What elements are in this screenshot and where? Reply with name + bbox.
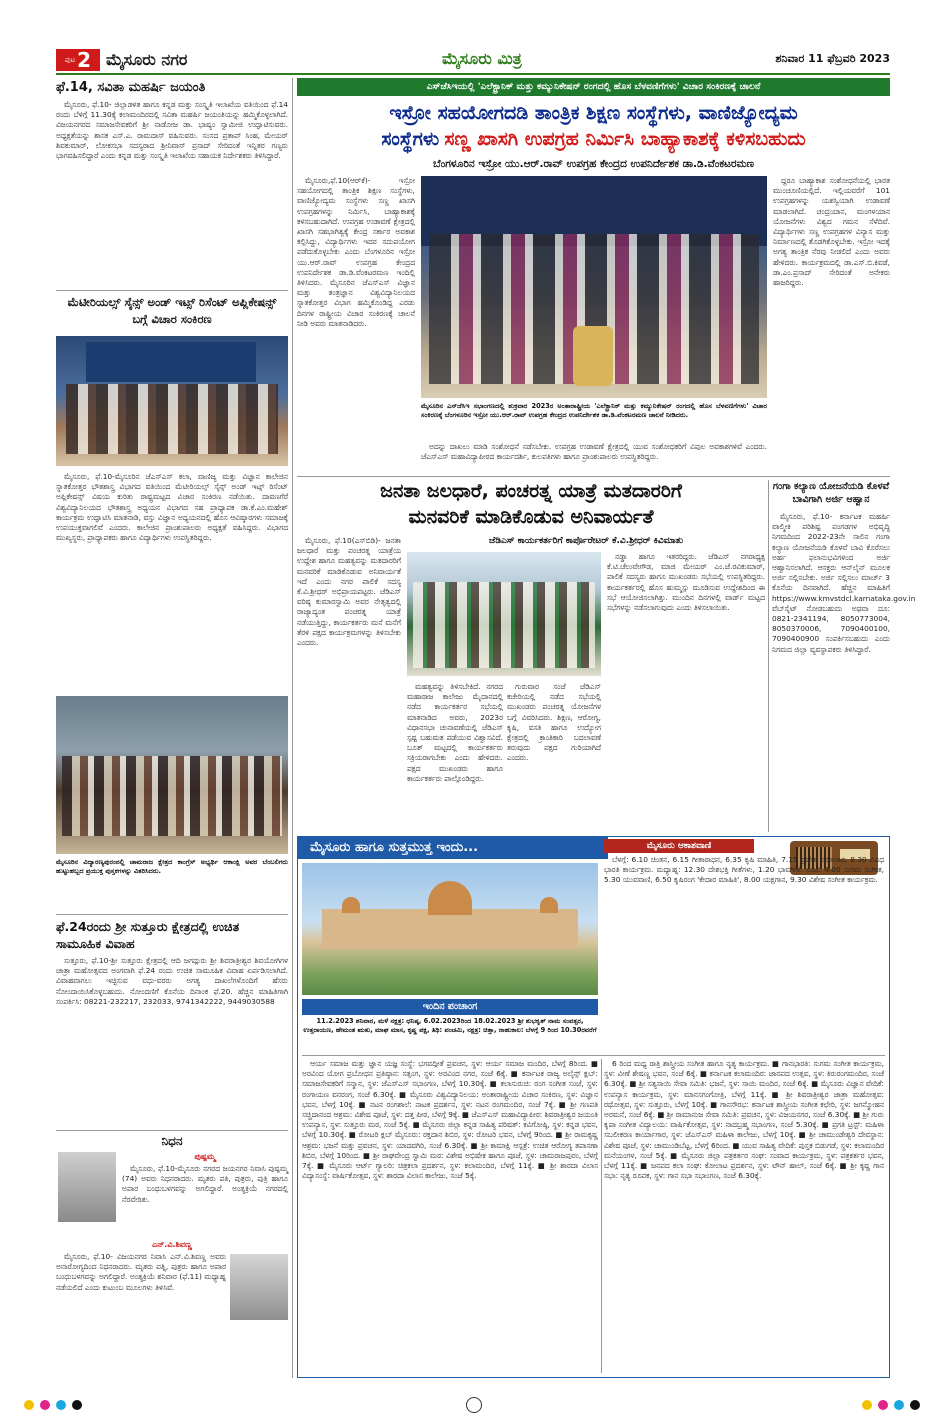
event-photo [56, 696, 288, 854]
seminar-photo [56, 336, 288, 466]
column-rule [292, 78, 293, 1378]
lead-headline-part: ಸಂಸ್ಥೆಗಳು [381, 128, 440, 150]
jds-body [407, 682, 503, 826]
story-body [56, 956, 288, 1126]
palace-dome [342, 897, 360, 913]
listings [604, 1059, 884, 1375]
obituary-body [122, 1164, 288, 1234]
page-label: ಪುಟ [64, 55, 76, 64]
registration-dot [72, 1400, 82, 1410]
lead-headline-part: ಸಣ್ಣ ಖಾಸಗಿ ಉಪಗ್ರಹ ನಿರ್ಮಿಸಿ ಬಾಹ್ಯಾಕಾಶಕ್ಕೆ ಕಳಿಸಬಹುದು [444, 128, 806, 150]
obituary-portrait [230, 1254, 288, 1320]
palace-dome [540, 897, 558, 913]
lead-subhead: ಬೆಂಗಳೂರಿನ ಇಸ್ರೋ ಯು.ಆರ್.ರಾವ್ ಉಪಗ್ರಹ ಕೇಂದ್ರದ ಉಪನಿರ್ದೇಶಕ ಡಾ.ಡಿ.ವೆಂಕಟರಮಣ [433, 158, 754, 170]
divider [56, 290, 288, 291]
lead-paragraph: ದ್ದರೂ ಬಾಹ್ಯಾಕಾಶ ಸಂಶೋಧನೆಯಲ್ಲಿ ಭಾರತ ಮುಂಚೂಣಿಯಲ್ಲಿದೆ. ಇಲ್ಲಿಯವರೆಗೆ 101 ಉಪಗ್ರಹಗಳನ್ನು ಯಶಸ್ವಿಯಾಗಿ ಉಡಾವಣೆ ಮಾಡಲಾಗಿದೆ. ಚಂದ್ರಯಾನ, ಮಂಗಳಯಾನ ಯೋಜನೆಗಳು ವಿಶ್ವದ ಗಮನ ಸೆಳೆದಿವೆ. ವಿದ್ಯಾರ್ಥಿಗಳು ಸಣ್ಣ ಉಪಗ್ರಹಗಳ ವಿನ್ಯಾಸ ಮತ್ತು ನಿರ್ಮಾಣದಲ್ಲಿ ತೊಡಗಿಕೊಳ್ಳಬೇಕು. ಇಸ್ರೋ ಇದಕ್ಕೆ ಅಗತ್ಯ ತಾಂತ್ರಿಕ ನೆರವು ನೀಡಲಿದೆ ಎಂದು ಅವರು ಹೇಳಿದರು. ಕಾರ್ಯಕ್ರಮದಲ್ಲಿ ಡಾ.ಎಸ್.ಬಿ.ಕಿವಡೆ, ಡಾ.ಎಂ.ಪ್ರಸಾದ್ ಸೇರಿದಂತೆ ಅನೇಕರು ಹಾಜರಿದ್ದರು. [773, 176, 890, 288]
story-headline: ಮೆಟೀರಿಯಲ್ಸ್ ಸೈನ್ಸ್ ಅಂಡ್ ಇಟ್ಸ್ ರಿಸೆಂಟ್ ಅಪ್ಲಿಕೇಷನ್ಸ್ ಬಗ್ಗೆ ವಿಚಾರ ಸಂಕಿರಣ [67, 295, 277, 326]
paper-name: ಮೈಸೂರು ಮಿತ್ರ [442, 49, 522, 68]
lead-paragraph: ಅದನ್ನು ದಾಖಲು ಮಾಡಿ ಸಂಶೋಧನೆ ನಡೆಸಬೇಕು. ಉಪಗ್ರಹ ಉಡಾವಣೆ ಕ್ಷೇತ್ರದಲ್ಲಿ ಯುವ ಸಂಶೋಧಕರಿಗೆ ವಿಪುಲ ಅವಕಾಶಗಳಿವೆ ಎಂದರು. ಜೆಎಸ್‌ಎಸ್ ಮಹಾವಿದ್ಯಾಪೀಠದ ಕಾರ್ಯದರ್ಶಿ, ಕುಲಪತಿಗಳು ಹಾಗೂ ಪ್ರಾಂಶುಪಾಲರು ಉಪಸ್ಥಿತರಿದ್ದರು. [421, 442, 767, 462]
masthead [56, 45, 890, 75]
people-group [62, 756, 282, 836]
registration-strip [0, 1395, 945, 1415]
masthead-rule [56, 73, 890, 75]
obituary-name: ಪುಷ್ಪಮ್ಮ [194, 1152, 216, 1161]
lead-paragraph: ಮೈಸೂರು,ಫೆ.10(ಆರ್‌ಕೆ)- ಇಸ್ರೋ ಸಹಯೋಗದಲ್ಲಿ ತಾಂತ್ರಿಕ ಶಿಕ್ಷಣ ಸಂಸ್ಥೆಗಳು, ವಾಣಿಜ್ಯೋದ್ಯಮ ಸಂಸ್ಥೆಗಳು ಸಣ್ಣ ಖಾಸಗಿ ಉಪಗ್ರಹಗಳನ್ನು ನಿರ್ಮಿಸಿ, ಬಾಹ್ಯಾಕಾಶಕ್ಕೆ ಕಳಿಸಬಹುದಾಗಿದೆ. ಉಪಗ್ರಹ ಉಡಾವಣೆ ಕ್ಷೇತ್ರದಲ್ಲಿ ಖಾಸಗಿ ಸಹಭಾಗಿತ್ವಕ್ಕೆ ಕೇಂದ್ರ ಸರ್ಕಾರ ಅವಕಾಶ ಕಲ್ಪಿಸಿದ್ದು, ವಿದ್ಯಾರ್ಥಿಗಳು ಇದರ ಸದುಪಯೋಗ ಪಡೆದುಕೊಳ್ಳಬೇಕು ಎಂದು ಬೆಂಗಳೂರಿನ ಇಸ್ರೋ ಯು.ಆರ್.ರಾವ್ ಉಪಗ್ರಹ ಕೇಂದ್ರದ ಉಪನಿರ್ದೇಶಕ ಡಾ.ಡಿ.ವೆಂಕಟರಮಣ ಇಂದಿಲ್ಲಿ ತಿಳಿಸಿದರು. ಮೈಸೂರಿನ ಜೆಎಸ್‌ಎಸ್ ವಿಜ್ಞಾನ ಮತ್ತು ತಂತ್ರಜ್ಞಾನ ವಿಶ್ವವಿದ್ಯಾನಿಲಯದ ಸ್ನಾತಕೋತ್ತರ ವಿಭಾಗ ಹಮ್ಮಿಕೊಂಡಿದ್ದ ಎರಡು ದಿನಗಳ ರಾಷ್ಟ್ರೀಯ ವಿಚಾರ ಸಂಕಿರಣಕ್ಕೆ ಚಾಲನೆ ನೀಡಿ ಅವರು ಮಾತನಾಡಿದರು. [297, 176, 415, 328]
registration-dot [24, 1400, 34, 1410]
registration-dot [910, 1400, 920, 1410]
jds-paragraph: ನಡ್ಡಾ ಹಾಗೂ ಇತರರಿದ್ದರು. ಜೆಡಿಎಸ್ ನಗರಾಧ್ಯಕ್ಷ ಕೆ.ಟಿ.ಚೆಲುವೇಗೌಡ, ಮಾಜಿ ಮೇಯರ್ ಎಂ.ಜೆ.ರವಿಕುಮಾರ್, ಪಾಲಿಕೆ ಸದಸ್ಯರು ಹಾಗೂ ಮುಖಂಡರು ಸಭೆಯಲ್ಲಿ ಉಪಸ್ಥಿತರಿದ್ದರು. ಕಾರ್ಯಕರ್ತರಲ್ಲಿ ಹೊಸ ಹುಮ್ಮಸ್ಸು ಮೂಡಿಸುವ ಉದ್ದೇಶದಿಂದ ಈ ಸಭೆ ಆಯೋಜಿಸಲಾಗಿತ್ತು. ಮುಂದಿನ ದಿನಗಳಲ್ಲಿ ವಾರ್ಡ್ ಮಟ್ಟದ ಸಭೆಗಳನ್ನು ನಡೆಸಲಾಗುವುದು ಎಂದು ತಿಳಿಸಲಾಯಿತು. [607, 552, 765, 613]
story-headline: ಫೆ.24ರಂದು ಶ್ರೀ ಸುತ್ತೂರು ಕ್ಷೇತ್ರದಲ್ಲಿ ಉಚಿತ ಸಾಮೂಹಿಕ ವಿವಾಹ [56, 919, 240, 951]
lamp-stand [573, 326, 613, 386]
jds-headline-line2: ಮನವರಿಕೆ ಮಾಡಿಕೊಡುವ ಅನಿವಾರ್ಯತೆ [408, 506, 654, 528]
section-title: ಮೈಸೂರು ನಗರ [106, 50, 188, 69]
photo-caption: ಮೈಸೂರಿನ ವಿದ್ಯಾರಣ್ಯಪುರಂನಲ್ಲಿ ಚಾಮರಾಜ ಕ್ಷೇತ್ರದ ಕಾಂಗ್ರೆಸ್ ಅಭ್ಯರ್ಥಿ ಆಕಾಂಕ್ಷಿ ಅವರ ಬೆಂಬಲಿಗರು ಹುಟ್ಟುಹಬ್ಬದ ಪ್ರಯುಕ್ತ ಪುಸ್ತಕಗಳನ್ನು ವಿತರಿಸಿದರು. [56, 858, 288, 875]
ganga-paragraph: ಮೈಸೂರು, ಫೆ.10- ಕರ್ನಾಟಕ ಮಹರ್ಷಿ ವಾಲ್ಮೀಕಿ ಪರಿಶಿಷ್ಟ ಪಂಗಡಗಳ ಅಭಿವೃದ್ಧಿ ನಿಗಮದಿಂದ 2022-23ನೇ ಸಾಲಿನ ಗಂಗಾ ಕಲ್ಯಾಣ ಯೋಜನೆಯಡಿ ಕೊಳವೆ ಬಾವಿ ಕೊರೆಸಲು ಅರ್ಹ ಫಲಾನುಭವಿಗಳಿಂದ ಅರ್ಜಿ ಆಹ್ವಾನಿಸಲಾಗಿದೆ. ಆಸಕ್ತರು ಆನ್‌ಲೈನ್ ಮೂಲಕ ಅರ್ಜಿ ಸಲ್ಲಿಸಬೇಕು. ಅರ್ಜಿ ಸಲ್ಲಿಸಲು ಮಾರ್ಚ್ 3 ಕೊನೆಯ ದಿನವಾಗಿದೆ. ಹೆಚ್ಚಿನ ಮಾಹಿತಿಗೆ https://www.kmvstdcl.karnataka.gov.in ವೆಬ್‌ಸೈಟ್ ನೋಡಬಹುದು ಅಥವಾ ದೂ: 0821-2341194, 8050773004, 8050370006, 7090400100, 7090400900 ಸಂಪರ್ಕಿಸಬಹುದು ಎಂದು ನಿಗಮದ ಜಿಲ್ಲಾ ವ್ಯವಸ್ಥಾಪಕರು ತಿಳಿಸಿದ್ದಾರೆ. [772, 512, 916, 654]
banner-graphic [86, 342, 256, 382]
registration-dot [56, 1400, 66, 1410]
column-rule [768, 480, 769, 832]
divider [56, 1130, 288, 1131]
jds-paragraph: ಗುರುವಾರ ಸಂಜೆ ಜೆಡಿಎಸ್ ಕಚೇರಿಯಲ್ಲಿ ನಡೆದ ಸಭೆಯಲ್ಲಿ ಮುಖಂಡರು ಪಂಚರತ್ನ ಯೋಜನೆಗಳ ಬಗ್ಗೆ ವಿವರಿಸಿದರು. ಶಿಕ್ಷಣ, ಆರೋಗ್ಯ, ಕೃಷಿ, ವಸತಿ ಹಾಗೂ ಉದ್ಯೋಗ ಕ್ಷೇತ್ರದಲ್ಲಿ ಕ್ರಾಂತಿಕಾರಿ ಬದಲಾವಣೆ ತರುವುದು ಪಕ್ಷದ ಗುರಿಯಾಗಿದೆ ಎಂದರು. [507, 682, 601, 763]
jds-photo [407, 552, 601, 676]
lead-kicker: ಎಸ್‌ಜೆಸಿಇಯಲ್ಲಿ 'ಎಲೆಕ್ಟ್ರಾನಿಕ್ ಮತ್ತು ಕಮ್ಯುನಿಕೇಷನ್ ರಂಗದಲ್ಲಿ ಹೊಸ ಬೆಳವಣಿಗೆಗಳು' ವಿಚಾರ ಸಂಕಿರಣಕ್ಕೆ ಚಾಲನೆ [297, 78, 890, 96]
palace-photo [302, 863, 598, 995]
divider [302, 1055, 885, 1056]
registration-crosshair [466, 1397, 482, 1413]
panchanga-title: ಇಂದಿನ ಪಂಚಾಂಗ [302, 999, 598, 1015]
ganga-body [772, 512, 916, 830]
jds-body [507, 682, 601, 826]
lead-story [297, 78, 890, 474]
lead-headline-line2 [297, 128, 890, 150]
obituary-body [56, 1252, 226, 1372]
page-number-box [56, 49, 100, 71]
left-column [56, 78, 288, 1378]
palace-facade [322, 909, 578, 949]
obituary-portrait [58, 1152, 116, 1222]
jds-headline-line1: ಜನತಾ ಜಲಧಾರೆ, ಪಂಚರತ್ನ ಯಾತ್ರೆ ಮತದಾರರಿಗೆ [380, 480, 682, 502]
lead-body [421, 442, 767, 474]
lead-body [297, 176, 415, 434]
people-group [66, 384, 278, 454]
obituary-paragraph: ಮೈಸೂರು, ಫೆ.10- ವಿಜಯನಗರ ನಿವಾಸಿ ಎನ್.ವಿ.ಶಿವಣ್ಣ ಅವರು ಅನಾರೋಗ್ಯದಿಂದ ನಿಧನರಾದರು. ಮೃತರು ಪತ್ನಿ, ಪುತ್ರರು ಹಾಗೂ ಅಪಾರ ಬಂಧುಬಳಗವನ್ನು ಅಗಲಿದ್ದಾರೆ. ಅಂತ್ಯಕ್ರಿಯೆ ಶನಿವಾರ (ಫೆ.11) ಮಧ್ಯಾಹ್ನ ನಡೆಯಲಿದೆ ಎಂದು ಕುಟುಂಬ ಮೂಲಗಳು ತಿಳಿಸಿವೆ. [56, 1252, 226, 1292]
today-banner: ಮೈಸೂರು ಹಾಗೂ ಸುತ್ತಮುತ್ತ ಇಂದು... [298, 837, 608, 859]
story-paragraph: ಮೈಸೂರು, ಫೆ.10- ಜಿಲ್ಲಾಡಳಿತ ಹಾಗೂ ಕನ್ನಡ ಮತ್ತು ಸಂಸ್ಕೃತಿ ಇಲಾಖೆಯ ವತಿಯಿಂದ ಫೆ.14 ರಂದು ಬೆಳಿಗ್ಗೆ 11.30ಕ್ಕೆ ಕಲಾಮಂದಿರದಲ್ಲಿ ಸವಿತಾ ಮಹರ್ಷಿ ಜಯಂತಿಯನ್ನು ಹಮ್ಮಿಕೊಳ್ಳಲಾಗಿದೆ. ವಿಜಯನಗರದ ಸಮಾಜಸೇವಕರಿಗೆ ಶ್ರೀ ನಾಡೋಜ ಡಾ. ಭಾಷ್ಯಂ ಸ್ವಾಮೀಜಿ ಉದ್ಘಾಟಿಸುವರು. ಅಧ್ಯಕ್ಷತೆಯನ್ನು ಶಾಸಕ ಎಸ್.ಎ. ರಾಮದಾಸ್ ವಹಿಸುವರು. ಸಂಸದ ಪ್ರತಾಪ್ ಸಿಂಹ, ಮೇಯರ್ ಶಿವಕುಮಾರ್, ಲೋಕಸಭಾ ಸದಸ್ಯರಾದ ಶ್ರೀನಿವಾಸ್ ಪ್ರಸಾದ್ ಸೇರಿದಂತೆ ಇನ್ನಿತರ ಗಣ್ಯರು ಭಾಗವಹಿಸಲಿದ್ದಾರೆ ಎಂದು ಕನ್ನಡ ಮತ್ತು ಸಂಸ್ಕೃತಿ ಇಲಾಖೆಯ ಸಹಾಯಕ ನಿರ್ದೇಶಕರು ತಿಳಿಸಿದ್ದಾರೆ. [56, 100, 288, 161]
registration-dot [878, 1400, 888, 1410]
jds-body [607, 552, 765, 826]
listings-paragraph: 6 ರಿಂದ ಮಧ್ಯ ರಾತ್ರಿ ಶಾಸ್ತ್ರೀಯ ಸಂಗೀತ ಹಾಗೂ ನೃತ್ಯ ಕಾರ್ಯಕ್ರಮ. ■ ಗಾನಭಾರತಿ: ಸುಗಮ ಸಂಗೀತ ಕಾರ್ಯಕ್ರಮ, ಸ್ಥಳ: ವೀಣೆ ಶೇಷಣ್ಣ ಭವನ, ಸಂಜೆ 6ಕ್ಕೆ. ■ ಕರ್ನಾಟಕ ಕಲಾಮಂದಿರ: ಜಾನಪದ ಉತ್ಸವ, ಸ್ಥಳ: ಕಿರುರಂಗಮಂದಿರ, ಸಂಜೆ 6.30ಕ್ಕೆ. ■ ಶ್ರೀ ಸತ್ಯಸಾಯಿ ಸೇವಾ ಸಮಿತಿ: ಭಜನೆ, ಸ್ಥಳ: ಸಾಯಿ ಮಂದಿರ, ಸಂಜೆ 6ಕ್ಕೆ. ■ ಮೈಸೂರು ವಿಜ್ಞಾನ ವೇದಿಕೆ: ಉಪನ್ಯಾಸ ಕಾರ್ಯಕ್ರಮ, ಸ್ಥಳ: ಮಾನಸಗಂಗೋತ್ರಿ, ಬೆಳಗ್ಗೆ 11ಕ್ಕೆ. ■ ಶ್ರೀ ಶಿವರಾತ್ರೀಶ್ವರ ಜಾತ್ರಾ ಮಹೋತ್ಸವ: ರಥೋತ್ಸವ, ಸ್ಥಳ: ಸುತ್ತೂರು, ಬೆಳಗ್ಗೆ 10ಕ್ಕೆ. ■ ಗಾನಸೌರಭ: ಕರ್ನಾಟಕ ಶಾಸ್ತ್ರೀಯ ಸಂಗೀತ ಕಛೇರಿ, ಸ್ಥಳ: ಜಗನ್ಮೋಹನ ಅರಮನೆ, ಸಂಜೆ 6ಕ್ಕೆ. ■ ಶ್ರೀ ರಾಮಾನುಜ ಸೇವಾ ಸಮಿತಿ: ಪ್ರವಚನ, ಸ್ಥಳ: ವಿಜಯನಗರ, ಸಂಜೆ 6.30ಕ್ಕೆ. ■ ಶ್ರೀ ಗುರು ಕೃಪಾ ಸಂಗೀತ ವಿದ್ಯಾಲಯ: ವಾರ್ಷಿಕೋತ್ಸವ, ಸ್ಥಳ: ನಾದಬ್ರಹ್ಮ ಸಭಾಂಗಣ, ಸಂಜೆ 5.30ಕ್ಕೆ. ■ ಪ್ರಗತಿ ಟ್ರಸ್ಟ್: ಮಹಿಳಾ ಸಬಲೀಕರಣ ಕಾರ್ಯಾಗಾರ, ಸ್ಥಳ: ಜೆಎಸ್‌ಎಸ್ ಮಹಿಳಾ ಕಾಲೇಜು, ಬೆಳಗ್ಗೆ 10ಕ್ಕೆ. ■ ಶ್ರೀ ಚಾಮುಂಡೇಶ್ವರಿ ದೇವಸ್ಥಾನ: ವಿಶೇಷ ಪೂಜೆ, ಸ್ಥಳ: ಚಾಮುಂಡಿಬೆಟ್ಟ, ಬೆಳಗ್ಗೆ 6ರಿಂದ. ■ ಯುವ ಸಾಹಿತ್ಯ ವೇದಿಕೆ: ಪುಸ್ತಕ ಬಿಡುಗಡೆ, ಸ್ಥಳ: ಕಲಾಮಂದಿರ ಮನೆಯಂಗಳ, ಸಂಜೆ 5ಕ್ಕೆ. ■ ಮೈಸೂರು ಜಿಲ್ಲಾ ಪತ್ರಕರ್ತರ ಸಂಘ: ಸಂವಾದ ಕಾರ್ಯಕ್ರಮ, ಸ್ಥಳ: ಪತ್ರಕರ್ತರ ಭವನ, ಬೆಳಗ್ಗೆ 11ಕ್ಕೆ. ■ ಜನಪದ ಕಲಾ ಸಂಘ: ಕೋಲಾಟ ಪ್ರದರ್ಶನ, ಸ್ಥಳ: ಟೌನ್ ಹಾಲ್, ಸಂಜೆ 6ಕ್ಕೆ. ■ ಶ್ರೀ ಕೃಷ್ಣ ಗಾನ ಸಭಾ: ನೃತ್ಯ ರೂಪಕ, ಸ್ಥಳ: ಗಾನ ಸಭಾ ಸಭಾಂಗಣ, ಸಂಜೆ 6.30ಕ್ಕೆ. [604, 1059, 884, 1181]
obituary-name: ಎನ್.ವಿ.ಶಿವಣ್ಣ [152, 1240, 192, 1249]
story-paragraph: ಸುತ್ತೂರು, ಫೆ.10-ಶ್ರೀ ಸುತ್ತೂರು ಕ್ಷೇತ್ರದಲ್ಲಿ ಆದಿ ಜಗದ್ಗುರು ಶ್ರೀ ಶಿವರಾತ್ರೀಶ್ವರ ಶಿವಯೋಗಿಗಳ ಜಾತ್ರಾ ಮಹೋತ್ಸವದ ಅಂಗವಾಗಿ ಫೆ.24 ರಂದು ಉಚಿತ ಸಾಮೂಹಿಕ ವಿವಾಹ ಏರ್ಪಡಿಸಲಾಗಿದೆ. ವಿವಾಹವಾಗಲು ಇಚ್ಛಿಸುವ ವಧು-ವರರು ಅಗತ್ಯ ದಾಖಲೆಗಳೊಂದಿಗೆ ಹೆಸರು ನೋಂದಾಯಿಸಿಕೊಳ್ಳಬಹುದು. ನೋಂದಣಿಗೆ ಕೊನೆಯ ದಿನಾಂಕ ಫೆ.20. ಹೆಚ್ಚಿನ ಮಾಹಿತಿಗಾಗಿ ಸಂಪರ್ಕಿಸಿ: 08221-232217, 232033, 9741342222, 9449030588 [56, 956, 288, 1006]
story-body [56, 472, 288, 682]
people-group [413, 582, 595, 668]
ganga-story [772, 480, 916, 832]
radio-title: ಮೈಸೂರು ಆಕಾಶವಾಣಿ [604, 839, 754, 853]
listings [302, 1059, 598, 1375]
ganga-headline: ಗಂಗಾ ಕಲ್ಯಾಣ ಯೋಜನೆಯಡಿ ಕೊಳವೆ ಬಾವಿಗಾಗಿ ಅರ್ಜಿ ಆಹ್ವಾನ [772, 481, 890, 505]
jds-subhead: ಜೆಡಿಎಸ್ ಕಾರ್ಯಕರ್ತರಿಗೆ ಕಾರ್ಪೊರೇಟರ್ ಕೆ.ವಿ.ಶ್ರೀಧರ್ ಕಿವಿಮಾತು [488, 536, 684, 546]
today-section [297, 836, 890, 1378]
divider [56, 914, 288, 915]
jds-paragraph: ಮಹತ್ವವನ್ನು ತಿಳಿಸಬೇಕಿದೆ. ನಗರದ ಮಹಾರಾಜ ಕಾಲೇಜು ಮೈದಾನದಲ್ಲಿ ನಡೆದ ಕಾರ್ಯಕರ್ತರ ಸಭೆಯಲ್ಲಿ ಮಾತನಾಡಿದ ಅವರು, 2023ರ ವಿಧಾನಸಭಾ ಚುನಾವಣೆಯಲ್ಲಿ ಜೆಡಿಎಸ್ ಸ್ಪಷ್ಟ ಬಹುಮತ ಪಡೆಯುವ ವಿಶ್ವಾಸವಿದೆ. ಬೂತ್ ಮಟ್ಟದಲ್ಲಿ ಕಾರ್ಯಕರ್ತರು ಸಕ್ರಿಯರಾಗಬೇಕು ಎಂದು ಹೇಳಿದರು. ಪಕ್ಷದ ಮುಖಂಡರು ಹಾಗೂ ಕಾರ್ಯಕರ್ತರು ಪಾಲ್ಗೊಂಡಿದ್ದರು. [407, 682, 503, 783]
lead-headline-line1: ಇಸ್ರೋ ಸಹಯೋಗದಡಿ ತಾಂತ್ರಿಕ ಶಿಕ್ಷಣ ಸಂಸ್ಥೆಗಳು, ವಾಣಿಜ್ಯೋದ್ಯಮ [389, 102, 798, 124]
obituary-heading: ನಿಧನ [161, 1134, 183, 1148]
obituary-paragraph: ಮೈಸೂರು, ಫೆ.10-ಮೈಸೂರು ನಗರದ ಜಯನಗರ ನಿವಾಸಿ ಪುಷ್ಪಮ್ಮ (74) ಅವರು ನಿಧನರಾದರು. ಮೃತರು ಪತಿ, ಪುತ್ರರು, ಪುತ್ರಿ ಹಾಗೂ ಅಪಾರ ಬಂಧುಬಳಗವನ್ನು ಅಗಲಿದ್ದಾರೆ. ಅಂತ್ಯಕ್ರಿಯೆ ನಗರದಲ್ಲಿ ನೆರವೇರಿತು. [122, 1164, 288, 1204]
registration-dot [894, 1400, 904, 1410]
listings-paragraph: ಆರ್ಯ ಸಮಾಜ ಮತ್ತು ಜ್ಞಾನ ಯಜ್ಞ ಸಂಸ್ಥೆ: ಭಗವದ್ಗೀತೆ ಪ್ರವಚನ, ಸ್ಥಳ: ಆರ್ಯ ಸಮಾಜ ಮಂದಿರ, ಬೆಳಗ್ಗೆ 8ರಿಂದ. ■ ಅರವಿಂದ ಯೋಗ ಪ್ರಬೋಧನ ಪ್ರತಿಷ್ಠಾನ: ಸತ್ಸಂಗ, ಸ್ಥಳ: ಅರವಿಂದ ನಗರ, ಸಂಜೆ 6ಕ್ಕೆ. ■ ಕರ್ನಾಟಕ ರಾಜ್ಯ ಅಲೈನ್ಸ್ ಕ್ಲಬ್: ಸಮಾಜಸೇವಕರಿಗೆ ಸನ್ಮಾನ, ಸ್ಥಳ: ಜೆಎಸ್‌ಎಸ್ ಸಭಾಂಗಣ, ಬೆಳಗ್ಗೆ 10.30ಕ್ಕೆ. ■ ಕಲಾಸುರುಚಿ: ರಂಗ ಸಂಗೀತ ಸಂಜೆ, ಸ್ಥಳ: ರಂಗಾಯಣ ವನರಂಗ, ಸಂಜೆ 6.30ಕ್ಕೆ. ■ ಮೈಸೂರು ವಿಶ್ವವಿದ್ಯಾನಿಲಯ: ಅಂತಾರಾಷ್ಟ್ರೀಯ ವಿಚಾರ ಸಂಕಿರಣ, ಸ್ಥಳ: ವಿಜ್ಞಾನ ಭವನ, ಬೆಳಗ್ಗೆ 10ಕ್ಕೆ. ■ ನಟನ ರಂಗಶಾಲೆ: ನಾಟಕ ಪ್ರದರ್ಶನ, ಸ್ಥಳ: ನಟನ ರಂಗಮಂದಿರ, ಸಂಜೆ 7ಕ್ಕೆ. ■ ಶ್ರೀ ಗಣಪತಿ ಸಚ್ಚಿದಾನಂದ ಆಶ್ರಮ: ವಿಶೇಷ ಪೂಜೆ, ಸ್ಥಳ: ದತ್ತ ಪೀಠ, ಬೆಳಗ್ಗೆ 9ಕ್ಕೆ. ■ ಜೆಎಸ್‌ಎಸ್ ಮಹಾವಿದ್ಯಾಪೀಠ: ಶಿವರಾತ್ರೀಶ್ವರ ಜಯಂತಿ ಉಪನ್ಯಾಸ, ಸ್ಥಳ: ಸುತ್ತೂರು ಮಠ, ಸಂಜೆ 5ಕ್ಕೆ. ■ ಮೈಸೂರು ಜಿಲ್ಲಾ ಕನ್ನಡ ಸಾಹಿತ್ಯ ಪರಿಷತ್: ಕವಿಗೋಷ್ಠಿ, ಸ್ಥಳ: ಕನ್ನಡ ಭವನ, ಬೆಳಗ್ಗೆ 10.30ಕ್ಕೆ. ■ ರೋಟರಿ ಕ್ಲಬ್ ಮೈಸೂರು: ರಕ್ತದಾನ ಶಿಬಿರ, ಸ್ಥಳ: ರೋಟರಿ ಭವನ, ಬೆಳಗ್ಗೆ 9ರಿಂದ. ■ ಶ್ರೀ ರಾಮಕೃಷ್ಣ ಆಶ್ರಮ: ಭಜನೆ ಮತ್ತು ಪ್ರವಚನ, ಸ್ಥಳ: ಯಾದವಗಿರಿ, ಸಂಜೆ 6.30ಕ್ಕೆ. ■ ಶ್ರೀ ಕಾಮಾಕ್ಷಿ ಆಸ್ಪತ್ರೆ: ಉಚಿತ ಆರೋಗ್ಯ ತಪಾಸಣಾ ಶಿಬಿರ, ಬೆಳಗ್ಗೆ 10ರಿಂದ. ■ ಶ್ರೀ ರಾಘವೇಂದ್ರ ಸ್ವಾಮಿ ಮಠ: ವಿಶೇಷ ಅಭಿಷೇಕ ಹಾಗೂ ಪೂಜೆ, ಸ್ಥಳ: ಚಾಮರಾಜಪುರಂ, ಬೆಳಗ್ಗೆ 7ಕ್ಕೆ. ■ ಮೈಸೂರು ಆರ್ಟ್ ಗ್ಯಾಲರಿ: ಚಿತ್ರಕಲಾ ಪ್ರದರ್ಶನ, ಸ್ಥಳ: ಕಲಾಮಂದಿರ, ಬೆಳಗ್ಗೆ 11ಕ್ಕೆ. ■ ಶ್ರೀ ಶಾರದಾ ವಿಲಾಸ ವಿದ್ಯಾಸಂಸ್ಥೆ: ವಾರ್ಷಿಕೋತ್ಸವ, ಸ್ಥಳ: ಶಾರದಾ ವಿಲಾಸ ಕಾಲೇಜು, ಸಂಜೆ 5ಕ್ಕೆ. [302, 1059, 598, 1181]
panchanga-text: 11.2.2023 ಶನಿವಾರ, ಮಳೆ ನಕ್ಷತ್ರ: ಧನಿಷ್ಠ, 6.02.2023ರಿಂದ 18.02.2023 ಶ್ರೀ ಶುಭಕೃತ್ ನಾಮ ಸಂವತ್ಸರ, ಉತ್ತರಾಯಣ, ಹೇಮಂತ ಋತು, ಮಾಘ ಮಾಸ, ಕೃಷ್ಣ ಪಕ್ಷ, ತಿಥಿ: ಪಂಚಮಿ, ನಕ್ಷತ್ರ: ಚಿತ್ತಾ, ರಾಹುಕಾಲ: ಬೆಳಗ್ಗೆ 9 ರಿಂದ 10.30ರವರೆಗೆ [303, 1017, 597, 1034]
story-paragraph: ಮೈಸೂರು, ಫೆ.10-ಮೈಸೂರಿನ ಜೆಎಸ್ಎಸ್ ಕಲಾ, ವಾಣಿಜ್ಯ ಮತ್ತು ವಿಜ್ಞಾನ ಕಾಲೇಜಿನ ಸ್ನಾತಕೋತ್ತರ ಭೌತಶಾಸ್ತ್ರ ವಿಭಾಗದ ವತಿಯಿಂದ ಮೆಟೀರಿಯಲ್ಸ್ ಸೈನ್ಸ್ ಅಂಡ್ ಇಟ್ಸ್ ರಿಸೆಂಟ್ ಅಪ್ಲಿಕೇಷನ್ಸ್ ವಿಷಯ ಕುರಿತು ರಾಷ್ಟ್ರಮಟ್ಟದ ವಿಚಾರ ಸಂಕಿರಣ ನಡೆಯಿತು. ದಾವಣಗೆರೆ ವಿಶ್ವವಿದ್ಯಾನಿಲಯದ ಭೌತಶಾಸ್ತ್ರ ಅಧ್ಯಯನ ವಿಭಾಗದ ಸಹ ಪ್ರಾಧ್ಯಾಪಕ ಡಾ.ಕೆ.ಎಂ.ಮಹೇಶ್ ಕಾರ್ಯಕ್ರಮ ಉದ್ಘಾಟಿಸಿ ಮಾತನಾಡಿ, ವಸ್ತು ವಿಜ್ಞಾನ ಅಧ್ಯಯನದಲ್ಲಿ ಹೊಸ ಆವಿಷ್ಕಾರಗಳು ಸಮಾಜಕ್ಕೆ ಉಪಯುಕ್ತವಾಗಲಿವೆ ಎಂದರು. ಕಾಲೇಜಿನ ಪ್ರಾಂಶುಪಾಲರು ಅಧ್ಯಕ್ಷತೆ ವಹಿಸಿದ್ದರು. ವಿಭಾಗದ ಮುಖ್ಯಸ್ಥರು, ಪ್ರಾಧ್ಯಾಪಕರು ಹಾಗೂ ವಿದ್ಯಾರ್ಥಿಗಳು ಉಪಸ್ಥಿತರಿದ್ದರು. [56, 472, 288, 543]
lead-photo [421, 176, 767, 398]
palace-dome [428, 881, 472, 915]
story-headline: ಫೆ.14, ಸವಿತಾ ಮಹರ್ಷಿ ಜಯಂತಿ [56, 80, 206, 95]
lead-body [773, 176, 890, 472]
column-rule [601, 1059, 602, 1373]
issue-date: ಶನಿವಾರ 11 ಫೆಬ್ರವರಿ 2023 [775, 52, 890, 65]
lead-photo-caption: ಮೈಸೂರಿನ ಎಸ್‌ಜೆಸಿಇ ಸಭಾಂಗಣದಲ್ಲಿ ಶುಕ್ರವಾರ 2023ರ ಅಂತಾರಾಷ್ಟ್ರೀಯ 'ಎಲೆಕ್ಟ್ರಾನಿಕ್ ಮತ್ತು ಕಮ್ಯುನಿಕೇಷನ್ ರಂಗದಲ್ಲಿ ಹೊಸ ಬೆಳವಣಿಗೆಗಳು' ವಿಚಾರ ಸಂಕಿರಣಕ್ಕೆ ಬೆಂಗಳೂರಿನ ಇಸ್ರೋ ಯು.ಆರ್.ರಾವ್ ಉಪಗ್ರಹ ಕೇಂದ್ರದ ಉಪನಿರ್ದೇಶಕ ಡಾ.ಡಿ.ವೆಂಕಟರಮಣ ಚಾಲನೆ ನೀಡಿದರು. [421, 402, 767, 419]
registration-dot [40, 1400, 50, 1410]
jds-paragraph: ಮೈಸೂರು, ಫೆ.10(ಎಸ್‌ಬಿಡಿ)- ಜನತಾ ಜಲಧಾರೆ ಮತ್ತು ಪಂಚರತ್ನ ಯಾತ್ರೆಯ ಉದ್ದೇಶ ಹಾಗೂ ಮಹತ್ವವನ್ನು ಮತದಾರರಿಗೆ ಮನವರಿಕೆ ಮಾಡಿಕೊಡುವ ಅನಿವಾರ್ಯತೆ ಇದೆ ಎಂದು ನಗರ ಪಾಲಿಕೆ ಸದಸ್ಯ ಕೆ.ವಿ.ಶ್ರೀಧರ್ ಅಭಿಪ್ರಾಯಪಟ್ಟರು. ಜೆಡಿಎಸ್ ವರಿಷ್ಠ ಕುಮಾರಸ್ವಾಮಿ ಅವರ ನೇತೃತ್ವದಲ್ಲಿ ರಾಜ್ಯಾದ್ಯಂತ ಪಂಚರತ್ನ ಯಾತ್ರೆ ನಡೆಯುತ್ತಿದ್ದು, ಕಾರ್ಯಕರ್ತರು ಮನೆ ಮನೆಗೆ ತೆರಳಿ ಪಕ್ಷದ ಕಾರ್ಯಕ್ರಮಗಳನ್ನು ತಿಳಿಸಬೇಕು ಎಂದರು. [297, 536, 401, 648]
jds-story [297, 480, 765, 832]
registration-dot [862, 1400, 872, 1410]
page-number: 2 [77, 48, 92, 72]
divider [297, 476, 890, 477]
story-body [56, 100, 288, 288]
jds-body [297, 536, 401, 826]
radio-text [604, 855, 884, 1051]
radio-paragraph: ಬೆಳಗ್ಗೆ: 6.10 ಚಿಂತನ, 6.15 ಗೀತಾರಾಧನ, 6.35 ಕೃಷಿ ಮಾಹಿತಿ, 7.15 ಪ್ರದೇಶ ಸಮಾಚಾರ, 8.30 ವಿವಿಧ ಭಾರತಿ ಕಾರ್ಯಕ್ರಮ. ಮಧ್ಯಾಹ್ನ: 12.30 ದೇಶಭಕ್ತಿ ಗೀತೆಗಳು, 1.20 ಭಾವಗೀತೆ. ಸಂಜೆ: 4.00 ಸುಗಮ ಸಂಗೀತ, 5.30 ಯುವವಾಣಿ, 6.50 ಕೃಷಿರಂಗ 'ಕೇದಾರ ಮಾಹಿತಿ', 8.00 ಯಕ್ಷಗಾನ, 9.30 ವಿಶೇಷ ಸಂಗೀತ ಕಾರ್ಯಕ್ರಮ. [604, 855, 884, 885]
